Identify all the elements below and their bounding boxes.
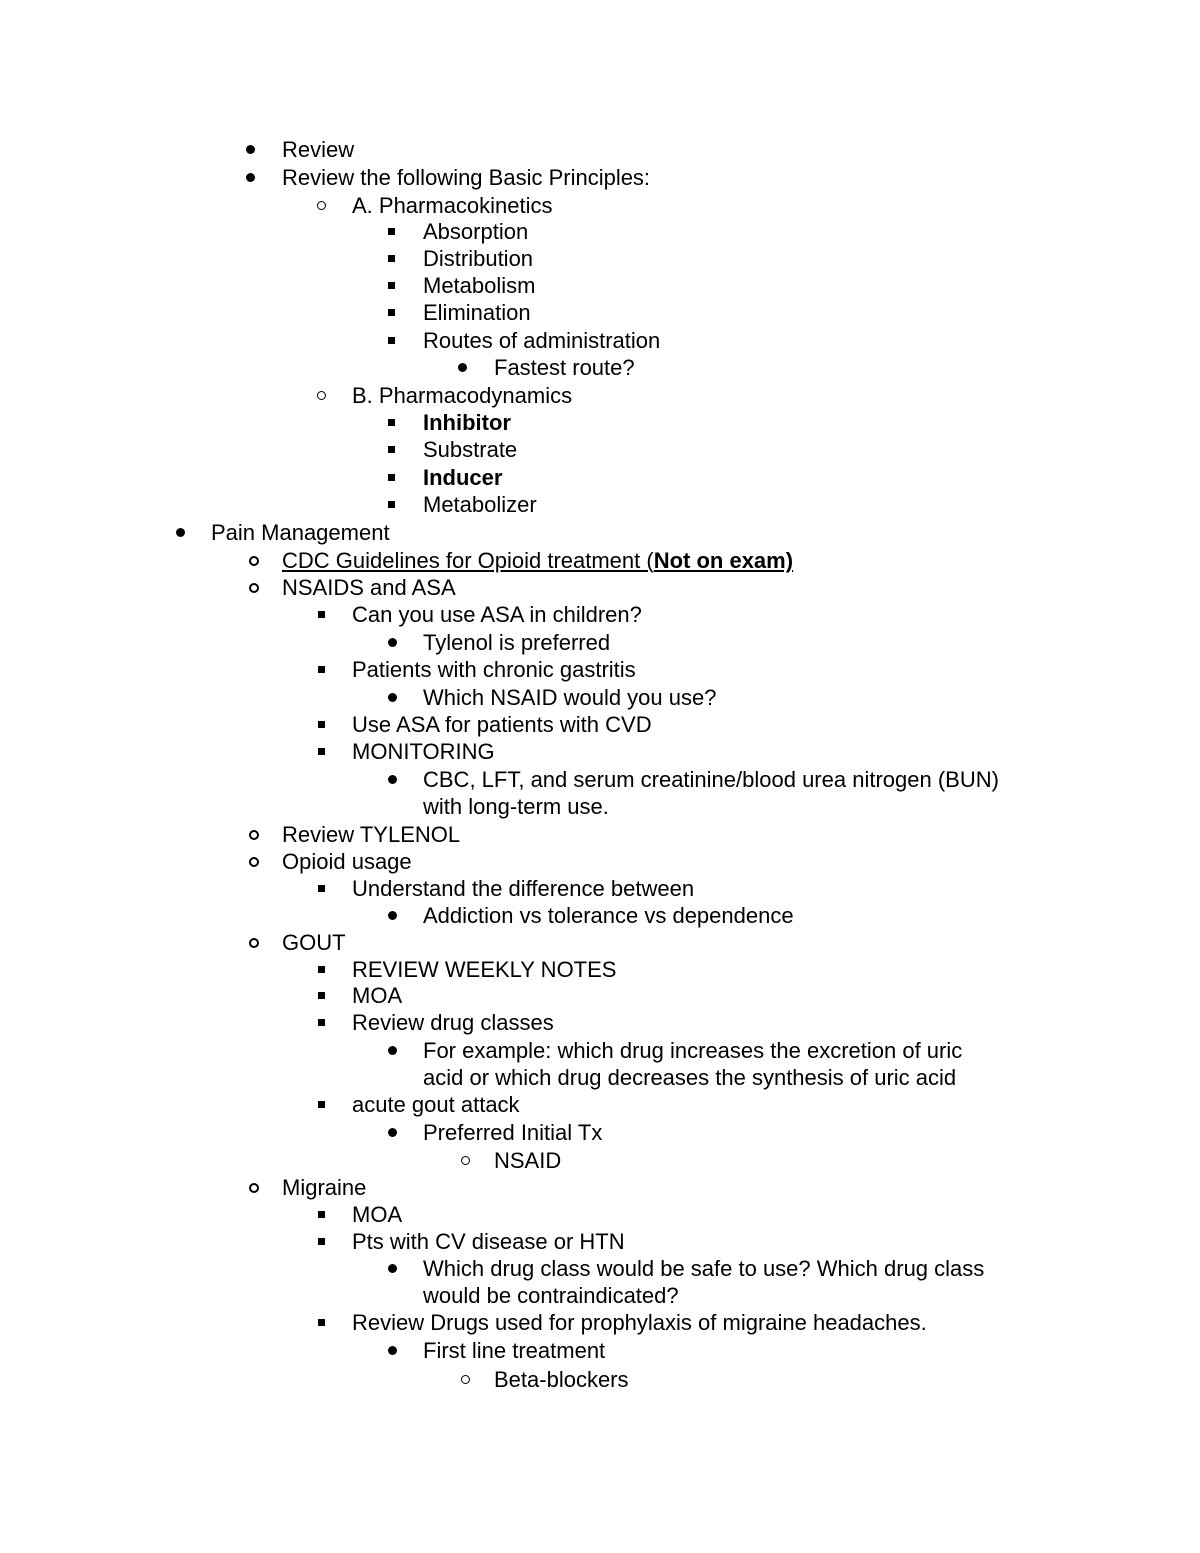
item-text: A. Pharmacokinetics — [352, 193, 553, 218]
item-text: Review — [282, 137, 355, 162]
item-text: NSAID — [494, 1148, 562, 1173]
bullet-square-icon — [388, 419, 395, 426]
item-text: Which drug class would be safe to use? Which drug class — [423, 1256, 985, 1281]
bullet-dot-icon — [388, 1264, 397, 1273]
bullet-square-icon — [318, 966, 325, 973]
bullet-square-icon — [388, 255, 395, 262]
item-text: Fastest route? — [494, 355, 635, 380]
bullet-dot-icon — [246, 173, 255, 182]
item-text: Inhibitor — [423, 410, 511, 435]
item-text: Elimination — [423, 300, 531, 325]
bullet-ring-icon — [249, 556, 259, 566]
item-text: Patients with chronic gastritis — [352, 657, 636, 682]
item-text: For example: which drug increases the excretion of uric — [423, 1038, 963, 1063]
item-text: Which NSAID would you use? — [423, 685, 717, 710]
item-text: acute gout attack — [352, 1092, 520, 1117]
item-text: CBC, LFT, and serum creatinine/blood urea nitrogen (BUN) — [423, 767, 999, 792]
item-text: Review TYLENOL — [282, 822, 461, 847]
bullet-dot-icon — [246, 145, 255, 154]
bullet-square-icon — [318, 721, 325, 728]
item-text: NSAIDS and ASA — [282, 575, 456, 600]
item-text: B. Pharmacodynamics — [352, 383, 573, 408]
item-text: Opioid usage — [282, 849, 412, 874]
bullet-ring-icon — [249, 1183, 259, 1193]
bullet-ring-icon — [317, 391, 326, 400]
bullet-square-icon — [318, 611, 325, 618]
bullet-square-icon — [318, 1238, 325, 1245]
item-text: Pts with CV disease or HTN — [352, 1229, 625, 1254]
bullet-square-icon — [318, 666, 325, 673]
bullet-square-icon — [318, 1319, 325, 1326]
bullet-square-icon — [318, 1211, 325, 1218]
bullet-square-icon — [388, 228, 395, 235]
item-text: MOA — [352, 1202, 403, 1227]
item-text: REVIEW WEEKLY NOTES — [352, 957, 617, 982]
item-text: Beta-blockers — [494, 1367, 629, 1392]
item-text: GOUT — [282, 930, 346, 955]
bullet-ring-icon — [249, 583, 259, 593]
item-text: MONITORING — [352, 739, 495, 764]
item-text: Can you use ASA in children? — [352, 602, 642, 627]
item-text: Review Drugs used for prophylaxis of migraine headaches. — [352, 1310, 927, 1335]
bullet-dot-icon — [176, 528, 185, 537]
item-text: Tylenol is preferred — [423, 630, 611, 655]
item-text: First line treatment — [423, 1338, 606, 1363]
bullet-square-icon — [388, 474, 395, 481]
bullet-square-icon — [318, 1101, 325, 1108]
item-text: Inducer — [423, 465, 503, 490]
item-text: with long-term use. — [423, 794, 609, 819]
item-text: would be contraindicated? — [423, 1283, 679, 1308]
item-text: Substrate — [423, 437, 518, 462]
bullet-square-icon — [388, 282, 395, 289]
item-text: Routes of administration — [423, 328, 661, 353]
item-text: MOA — [352, 983, 403, 1008]
bullet-square-icon — [388, 337, 395, 344]
bullet-dot-icon — [388, 693, 397, 702]
bullet-square-icon — [318, 748, 325, 755]
bullet-square-icon — [318, 1019, 325, 1026]
bullet-ring-icon — [249, 857, 259, 867]
cdc-guidelines-link[interactable]: CDC Guidelines for Opioid treatment ( — [282, 548, 654, 573]
cdc-guidelines — [282, 547, 793, 574]
bullet-dot-icon — [388, 911, 397, 920]
item-text: Absorption — [423, 219, 529, 244]
bullet-dot-icon — [458, 363, 467, 372]
bullet-ring-icon — [249, 938, 259, 948]
bullet-ring-icon — [249, 830, 259, 840]
bullet-square-icon — [318, 885, 325, 892]
bullet-square-icon — [388, 501, 395, 508]
item-text: Migraine — [282, 1175, 367, 1200]
bullet-dot-icon — [388, 1346, 397, 1355]
item-text: Use ASA for patients with CVD — [352, 712, 652, 737]
item-text: Distribution — [423, 246, 534, 271]
item-text: Understand the difference between — [352, 876, 695, 901]
item-text: acid or which drug decreases the synthesis of uric acid — [423, 1065, 957, 1090]
item-text: Review drug classes — [352, 1010, 554, 1035]
bullet-ring-icon — [317, 201, 326, 210]
item-text: Metabolizer — [423, 492, 537, 517]
not-on-exam-note: Not on exam) — [653, 548, 794, 573]
bullet-square-icon — [388, 446, 395, 453]
bullet-dot-icon — [388, 775, 397, 784]
bullet-ring-icon — [461, 1375, 470, 1384]
bullet-ring-icon — [461, 1156, 470, 1165]
bullet-square-icon — [388, 309, 395, 316]
item-text: Review the following Basic Principles: — [282, 165, 651, 190]
bullet-square-icon — [318, 992, 325, 999]
bullet-dot-icon — [388, 1046, 397, 1055]
bullet-dot-icon — [388, 1128, 397, 1137]
bullet-dot-icon — [388, 638, 397, 647]
item-text: Addiction vs tolerance vs dependence — [423, 903, 794, 928]
item-text: Pain Management — [211, 520, 390, 545]
item-text: Preferred Initial Tx — [423, 1120, 603, 1145]
item-text: Metabolism — [423, 273, 536, 298]
